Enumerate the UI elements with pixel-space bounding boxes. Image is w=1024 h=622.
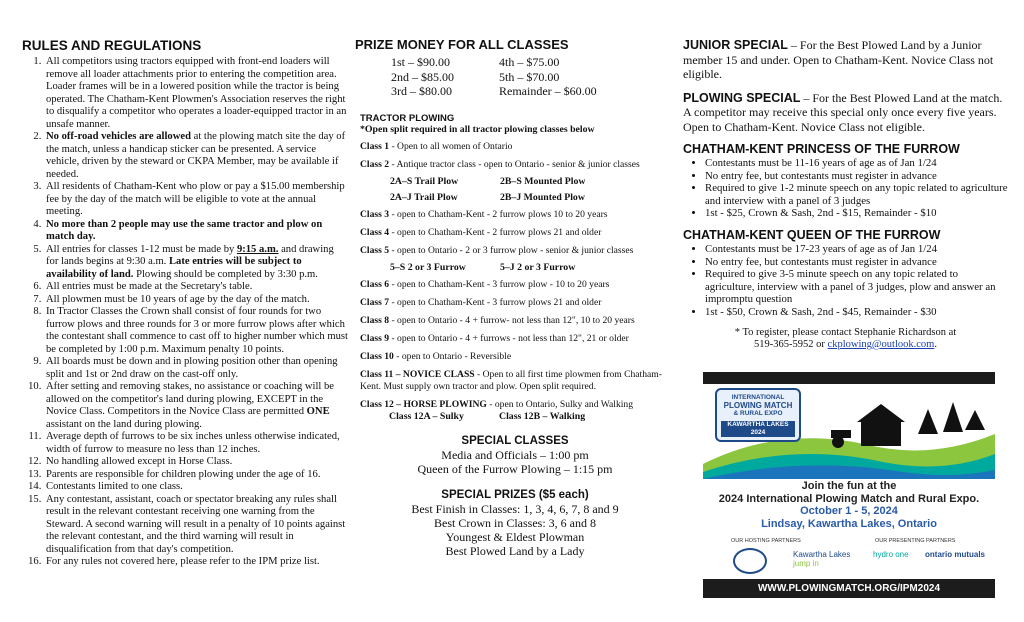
- special-classes-title: SPECIAL CLASSES: [461, 434, 569, 447]
- princess-title: CHATHAM-KENT PRINCESS OF THE FURROW: [683, 142, 960, 156]
- prize-remainder: Remainder – $60.00: [499, 84, 597, 98]
- rules-title: RULES AND REGULATIONS: [22, 38, 202, 53]
- rule-item: 11. Average depth of furrows to be six inches unless otherwise indicated, width of furrow to measure no less than 12 inches.: [44, 431, 348, 456]
- class-item: Class 8 - open to Ontario - 4 + furrow- not less than 12", 10 to 20 years: [360, 314, 635, 326]
- email-link[interactable]: ckplowing@outlook.com: [827, 339, 935, 351]
- plowing-special: PLOWING SPECIAL – For the Best Plowed Land at the match. A competitor may receive this special only once every five years. Open to Chatham-Kent. Novice Class not eligible.: [683, 90, 1003, 134]
- prize-table: [391, 55, 675, 99]
- rule-item: 3. All residents of Chatham-Kent who plow or pay a $15.00 membership fee by the day of the match will be eligible to vote at the annual meeting.: [44, 181, 348, 219]
- rule-item: 13. Parents are responsible for children plowing under the age of 16.: [44, 469, 348, 482]
- prize-third: 3rd – $80.00: [391, 84, 452, 98]
- class-item: Class 4 - open to Chatham-Kent - 2 furrow plows 21 and older: [360, 226, 602, 238]
- prize-second: 2nd – $85.00: [391, 69, 454, 84]
- class-subclasses: 5–S 2 or 3 Furrow 5–J 2 or 3 Furrow: [390, 261, 576, 273]
- rule-item: 14. Contestants limited to one class.: [44, 481, 348, 494]
- rule-item: 16. For any rules not covered here, please refer to the IPM prize list.: [44, 556, 348, 569]
- hydro-one-logo: hydro one: [873, 550, 909, 559]
- ipm-logo: INTERNATIONAL PLOWING MATCH & RURAL EXPO KAWARTHA LAKES 2024: [715, 388, 801, 442]
- class-item: Class 2 - Antique tractor class - open to Ontario - senior & junior classes: [360, 158, 640, 170]
- class-item: Class 12 – HORSE PLOWING - open to Ontario, Sulky and Walking: [360, 398, 634, 410]
- rule-item: 5. All entries for classes 1-12 must be made by 9:15 a.m. and drawing for lands begins at 9:30 a.m. Late entries will be subject to availability of land. Plowing should be completed by 3:30 p.m.: [44, 244, 348, 282]
- class-item: Class 1 - Open to all women of Ontario: [360, 140, 513, 152]
- rule-item: 6. All entries must be made at the Secretary's table.: [44, 281, 348, 294]
- rules-list: [18, 56, 348, 569]
- rule-item: 1. All competitors using tractors equipped with front-end loaders will remove all loader attachments prior to entering the competition area. Loader frames will be in a lowered position while the tractor is being operated. The Chatham-Kent Plowmen's Association reserves the right to disqualify a competitor who operates a loader-equipped tractor in an unsafe manner.: [44, 56, 348, 131]
- class-item: Class 10 - open to Ontario - Reversible: [360, 350, 512, 362]
- queen-title: CHATHAM-KENT QUEEN OF THE FURROW: [683, 227, 941, 242]
- queen-list: • Contestants must be 17-23 years of age as of Jan 1/24 • No entry fee, but contestants must register in advance • Required to give 3-5 minute speech on any topic related to agriculture, interview with a panel of 3 judges, plow and answer an impromptu question • 1st - $50, Crown & Sash, 2nd - $45, Remainder - $30: [683, 243, 1008, 319]
- class-subclasses: 2A–J Trail Plow 2B–J Mounted Plow: [390, 191, 585, 203]
- class-item: Class 3 - open to Chatham-Kent - 2 furrow plows 10 to 20 years: [360, 208, 608, 220]
- rule-item: 7. All plowmen must be 10 years of age by the day of the match.: [44, 294, 348, 307]
- class-item: Class 7 - open to Chatham-Kent - 3 furrow plows 21 and older: [360, 296, 602, 308]
- prizes-section: [355, 32, 675, 558]
- rule-item: 15. Any contestant, assistant, coach or spectator breaking any rules shall result in the relevant contestant receiving one warning from the Steward. A second warning will result in a penalty of 10 points against the relevant contestant, and the third warning will result in disqualification from that day's competition.: [44, 494, 348, 557]
- class-item: Class 11 – NOVICE CLASS - Open to all first time plowmen from Chatham-Kent. Must supply own tractor and plow. Open split required.: [360, 368, 662, 392]
- prize-title: PRIZE MONEY FOR ALL CLASSES: [355, 37, 569, 52]
- junior-special: JUNIOR SPECIAL – For the Best Plowed Land by a Junior member 15 and under. Open to Chatham-Kent. Novice Class not eligible.: [683, 38, 994, 81]
- prize-first: 1st – $90.00: [391, 55, 451, 69]
- rules-section: [18, 32, 348, 569]
- rule-item: 12. No handling allowed except in Horse Class.: [44, 456, 348, 469]
- rule-item: 8. In Tractor Classes the Crown shall consist of four rounds for two furrow plows and three rounds for 3 or more furrow plows after which the contestant shall commence to cast off to higher number which must be completed by 1:00 p.m. Maximum penalty 10 points.: [44, 306, 348, 356]
- class-item: Class 5 - open to Ontario - 2 or 3 furrow plow - senior & junior classes: [360, 244, 634, 256]
- rule-item: 10. After setting and removing stakes, no assistance or coaching will be allowed on the competitor's land during plowing, EXCEPT in the Novice Class. Competitors in the Novice Class are permitted ONE assistant on the land during plowing.: [44, 381, 348, 431]
- promo-top-band: [703, 372, 995, 384]
- class-subclasses: Class 12A – Sulky Class 12B – Walking: [389, 410, 586, 422]
- tractor-plowing-note: *Open split required in all tractor plowing classes below: [360, 123, 595, 135]
- ontario-plowmen-logo: [733, 548, 767, 574]
- special-prizes-title: SPECIAL PRIZES ($5 each): [441, 488, 589, 501]
- class-item: Class 6 - open to Chatham-Kent - 3 furrow plow - 10 to 20 years: [360, 278, 610, 290]
- prize-fourth: 4th – $75.00: [499, 55, 560, 69]
- class-item: Class 9 - open to Ontario - 4 + furrows - not less than 12", 21 or older: [360, 332, 629, 344]
- kawartha-lakes-logo: Kawartha Lakes jump in: [793, 550, 851, 568]
- prize-fifth: 5th – $70.00: [499, 69, 560, 84]
- special-classes: SPECIAL CLASSES Media and Officials – 1:00 pm Queen of the Furrow Plowing – 1:15 pm SPECIAL PRIZES ($5 each) Best Finish in Classes: 1, 3, 4, 6, 7, 8 and 9 Best Crown in Classes: 3, 6 and 8 Youngest & Eldest Plowman Best Plowed Land by a Lady: [355, 434, 675, 558]
- class-subclasses: 2A–S Trail Plow 2B–S Mounted Plow: [390, 175, 586, 187]
- ontario-mutuals-logo: ontario mutuals: [925, 550, 986, 559]
- princess-list: • Contestants must be 11-16 years of age as of Jan 1/24 • No entry fee, but contestants must register in advance • Required to give 1-2 minute speech on any topic related to agriculture and interview with a panel of 3 judges • 1st - $25, Crown & Sash, 2nd - $15, Remainder - $10: [683, 157, 1008, 220]
- rule-item: 9. All boards must be down and in plowing position other than opening split and 1st or 2nd draw on the cast-off only.: [44, 356, 348, 381]
- promo-url[interactable]: WWW.PLOWINGMATCH.ORG/IPM2024: [703, 579, 995, 598]
- specials-section: [683, 32, 1008, 352]
- registration-info: * To register, please contact Stephanie Richardson at 519-365-5952 or ckplowing@outlook.com.: [734, 326, 957, 351]
- tractor-plowing-title: TRACTOR PLOWING: [360, 112, 455, 124]
- promo-text: Join the fun at the 2024 International Plowing Match and Rural Expo. October 1 - 5, 2024 Lindsay, Kawartha Lakes, Ontario: [718, 480, 980, 530]
- ipm-promo-banner: INTERNATIONAL PLOWING MATCH & RURAL EXPO KAWARTHA LAKES 2024 Join the fun at the 2024 International Plowing Match and Rural Expo. October 1 - 5, 2024 Lindsay, Kawartha Lakes, Ontario OUR HOSTING PARTNERS OUR PRESENTING PARTNERS Kawartha Lakes jump in hydro one ontario mutuals WWW.PLOWINGMATCH.ORG/IPM2024: [703, 372, 995, 598]
- rule-item: 4. No more than 2 people may use the same tractor and plow on match day.: [44, 219, 348, 244]
- rule-item: 2. No off-road vehicles are allowed at the plowing match site the day of the match, unless a handicap sticker can be presented. A service vehicle, driven by the steward or CKPA Member, may be available if needed.: [44, 131, 348, 181]
